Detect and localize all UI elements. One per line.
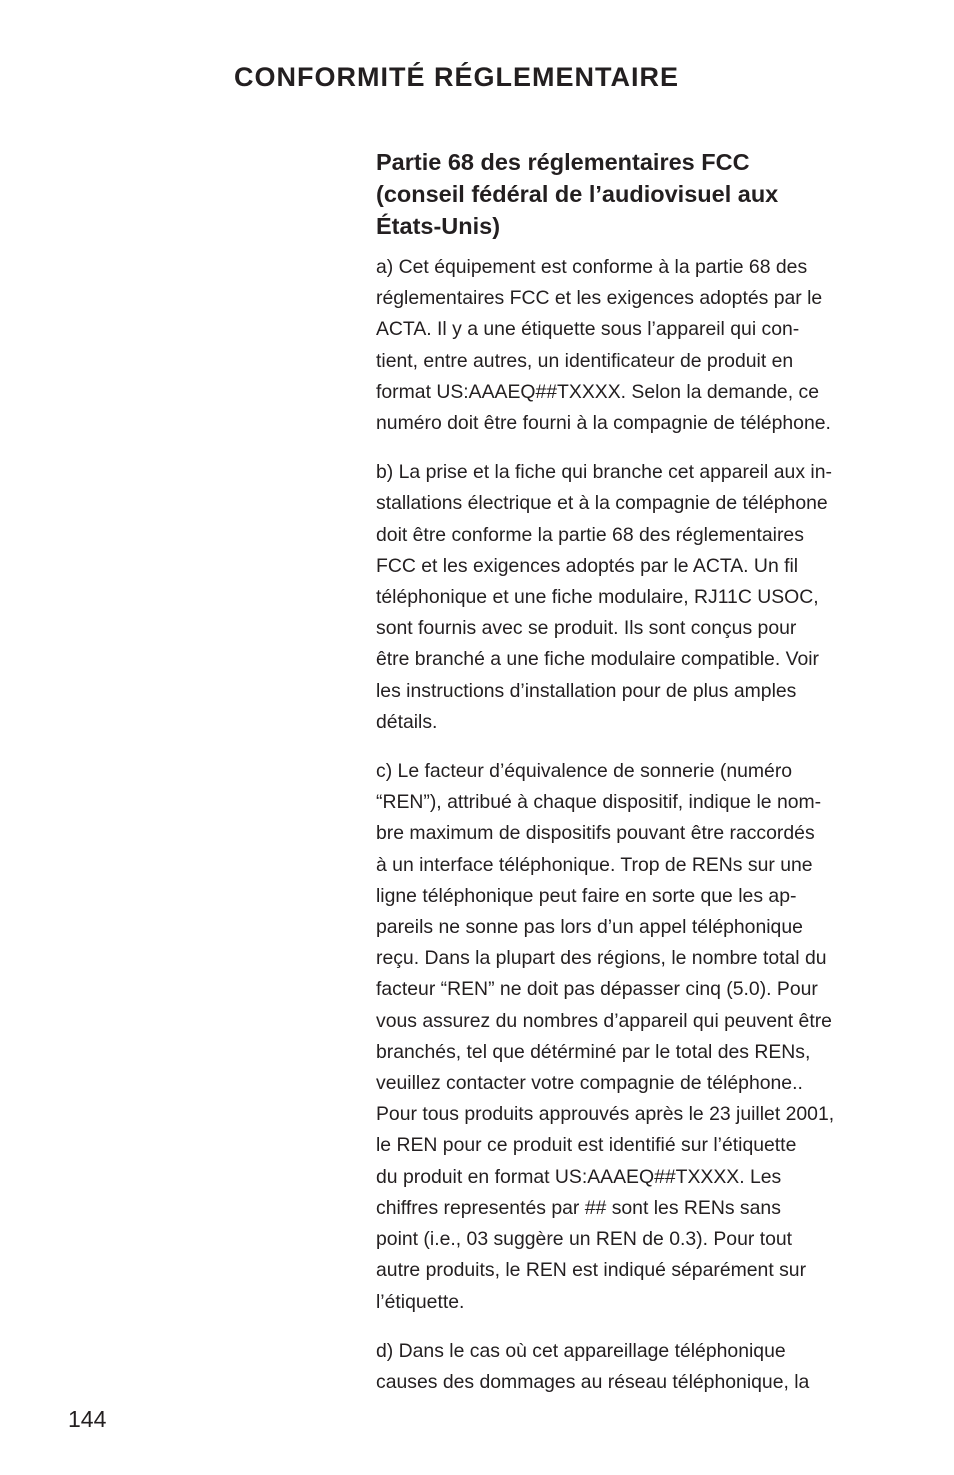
text-line: l’étiquette.: [376, 1290, 465, 1313]
page-number: 144: [68, 1406, 107, 1432]
text-line: ligne téléphonique peut faire en sorte que les ap-: [376, 884, 797, 907]
paragraph-d: [376, 1336, 906, 1398]
text-line: format US:AAAEQ##TXXXX. Selon la demande, ce: [376, 380, 819, 403]
text-line: causes des dommages au réseau téléphonique, la: [376, 1370, 810, 1393]
text-line: détails.: [376, 710, 438, 733]
paragraph-b: [376, 457, 906, 738]
text-line: vous assurez du nombres d’appareil qui peuvent être: [376, 1009, 832, 1032]
text-line: sont fournis avec se produit. Ils sont conçus pour: [376, 617, 797, 640]
text-line: FCC et les exigences adoptés par le ACTA. Un fil: [376, 554, 799, 577]
text-line: être branché a une fiche modulaire compatible. Voir: [376, 648, 820, 671]
text-line: doit être conforme la partie 68 des réglementaires: [376, 523, 804, 546]
text-line: autre produits, le REN est indiqué séparément sur: [376, 1259, 807, 1282]
text-line: téléphonique et une fiche modulaire, RJ11C USOC,: [376, 586, 819, 609]
section-heading-line: États-Unis): [376, 213, 501, 239]
text-line: à un interface téléphonique. Trop de RENs sur une: [376, 853, 813, 876]
text-line: bre maximum de dispositifs pouvant être raccordés: [376, 822, 815, 845]
text-line: pareils ne sonne pas lors d’un appel téléphonique: [376, 916, 803, 939]
text-line: “REN”), attribué à chaque dispositif, indique le nom-: [376, 791, 822, 814]
section-body: [376, 146, 906, 1416]
text-line: Pour tous produits approuvés après le 23 juillet 2001,: [376, 1103, 835, 1126]
page-title: CONFORMITÉ RÉGLEMENTAIRE: [234, 62, 679, 92]
text-line: facteur “REN” ne doit pas dépasser cinq (5.0). Pour: [376, 978, 818, 1001]
text-line: stallations électrique et à la compagnie de téléphone: [376, 492, 828, 515]
text-line: réglementaires FCC et les exigences adoptés par le: [376, 287, 823, 310]
text-line: c) Le facteur d’équivalence de sonnerie (numéro: [376, 760, 793, 783]
text-line: le REN pour ce produit est identifié sur l’étiquette: [376, 1134, 797, 1157]
paragraph-c: [376, 756, 906, 1318]
section-heading-line: Partie 68 des réglementaires FCC: [376, 149, 750, 175]
text-line: branchés, tel que détérminé par le total des RENs,: [376, 1040, 811, 1063]
section-heading-line: (conseil fédéral de l’audiovisuel aux: [376, 181, 779, 207]
text-line: b) La prise et la fiche qui branche cet appareil aux in-: [376, 461, 832, 484]
text-line: les instructions d’installation pour de plus amples: [376, 679, 797, 702]
text-line: ACTA. Il y a une étiquette sous l’appareil qui con-: [376, 318, 800, 341]
text-line: a) Cet équipement est conforme à la partie 68 des: [376, 256, 808, 278]
paragraph-a: [376, 252, 906, 439]
text-line: tient, entre autres, un identificateur de produit en: [376, 349, 794, 372]
text-line: point (i.e., 03 suggère un REN de 0.3). Pour tout: [376, 1228, 793, 1251]
text-line: chiffres representés par ## sont les RENs sans: [376, 1196, 781, 1219]
section-heading: [376, 146, 906, 242]
text-line: reçu. Dans la plupart des régions, le nombre total du: [376, 947, 827, 970]
text-line: du produit en format US:AAAEQ##TXXXX. Les: [376, 1165, 782, 1188]
text-line: d) Dans le cas où cet appareillage téléphonique: [376, 1339, 786, 1362]
text-line: numéro doit être fourni à la compagnie de téléphone.: [376, 412, 831, 435]
text-line: veuillez contacter votre compagnie de téléphone..: [376, 1072, 803, 1095]
